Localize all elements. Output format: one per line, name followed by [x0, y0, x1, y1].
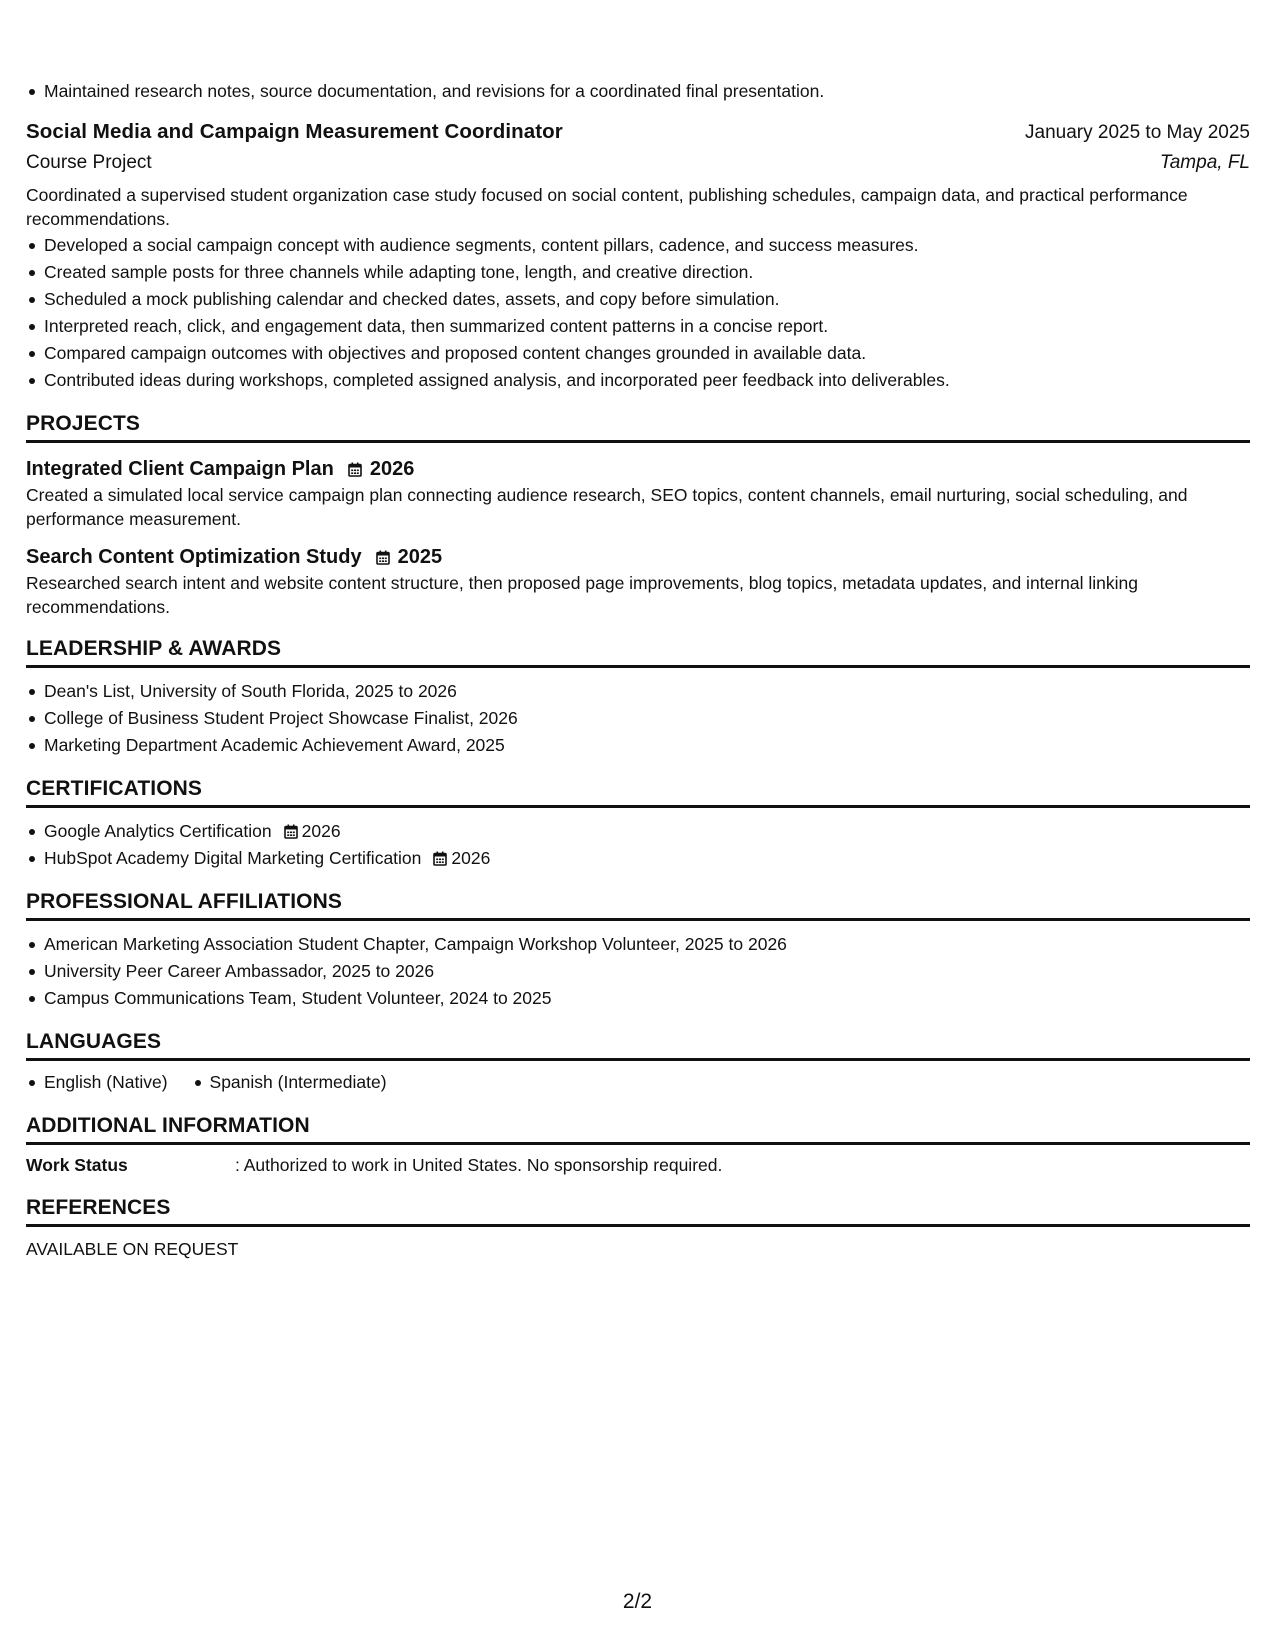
project-title: Search Content Optimization Study	[26, 546, 362, 568]
section-heading-affiliations: PROFESSIONAL AFFILIATIONS	[26, 888, 1250, 921]
list-item: Marketing Department Academic Achievement Award, 2025	[26, 732, 1250, 759]
list-item: Scheduled a mock publishing calendar and checked dates, assets, and copy before simulation.	[26, 286, 1250, 313]
list-item: English (Native)	[26, 1069, 168, 1096]
project-header	[26, 455, 1250, 483]
list-item: University Peer Career Ambassador, 2025 to 2026	[26, 958, 1250, 985]
job-subheader	[26, 149, 1250, 177]
section-heading-languages: LANGUAGES	[26, 1028, 1250, 1061]
job-summary: Coordinated a supervised student organization case study focused on social content, publishing schedules, campaign data, and practical performance recommendations.	[26, 185, 1188, 229]
list-item: Maintained research notes, source documentation, and revisions for a coordinated final presentation.	[26, 78, 1250, 105]
section-heading-additional: ADDITIONAL INFORMATION	[26, 1112, 1250, 1145]
list-item: College of Business Student Project Showcase Finalist, 2026	[26, 705, 1250, 732]
job-organization: Course Project	[26, 152, 152, 173]
project-description: Researched search intent and website content structure, then proposed page improvements, blog topics, metadata updates, and internal linking recommendations.	[26, 573, 1138, 617]
section-heading-leadership: LEADERSHIP & AWARDS	[26, 635, 1250, 668]
list-item	[26, 818, 1250, 845]
experience-entry	[26, 118, 1250, 394]
job-location: Tampa, FL	[1159, 152, 1250, 173]
work-status-value: : Authorized to work in United States. No sponsorship required.	[235, 1155, 723, 1175]
work-status-row	[26, 1152, 1250, 1178]
certifications-list	[26, 818, 1250, 872]
project-header	[26, 543, 1250, 571]
job-dates: January 2025 to May 2025	[1025, 122, 1250, 143]
list-item: Dean's List, University of South Florida, 2025 to 2026	[26, 678, 1250, 705]
resume-page	[26, 78, 1250, 1262]
section-heading-certifications: CERTIFICATIONS	[26, 775, 1250, 808]
list-item: Contributed ideas during workshops, completed assigned analysis, and incorporated peer feedback into deliverables.	[26, 367, 1250, 394]
list-item	[26, 845, 1250, 872]
page-number: 2/2	[622, 1590, 653, 1613]
calendar-icon	[284, 824, 298, 839]
project-year: 2025	[397, 546, 443, 568]
certification-year: 2026	[451, 848, 491, 868]
project-title: Integrated Client Campaign Plan	[26, 458, 334, 480]
languages-list	[26, 1069, 1250, 1096]
calendar-icon	[348, 462, 362, 477]
list-item: Developed a social campaign concept with audience segments, content pillars, cadence, and success measures.	[26, 232, 1250, 259]
certification-year: 2026	[301, 821, 341, 841]
job-header	[26, 118, 1250, 147]
list-item: Spanish (Intermediate)	[192, 1069, 387, 1096]
project-entry	[26, 455, 1250, 531]
list-item: Compared campaign outcomes with objectives and proposed content changes grounded in available data.	[26, 340, 1250, 367]
list-item: American Marketing Association Student Chapter, Campaign Workshop Volunteer, 2025 to 2026	[26, 931, 1250, 958]
calendar-icon	[376, 550, 390, 565]
calendar-icon	[433, 851, 447, 866]
list-item: Interpreted reach, click, and engagement data, then summarized content patterns in a concise report.	[26, 313, 1250, 340]
list-item: Campus Communications Team, Student Volunteer, 2024 to 2025	[26, 985, 1250, 1012]
certification-name: HubSpot Academy Digital Marketing Certification	[44, 848, 422, 868]
job-bullets	[26, 232, 1250, 394]
leadership-list	[26, 678, 1250, 759]
certification-name: Google Analytics Certification	[44, 821, 272, 841]
list-item: Created sample posts for three channels while adapting tone, length, and creative direction.	[26, 259, 1250, 286]
job-title: Social Media and Campaign Measurement Coordinator	[26, 120, 563, 143]
project-year: 2026	[369, 458, 415, 480]
project-description: Created a simulated local service campaign plan connecting audience research, SEO topics, content channels, email nurturing, social scheduling, and performance measurement.	[26, 485, 1188, 529]
section-heading-projects: PROJECTS	[26, 410, 1250, 443]
carry-over-bullets	[26, 78, 1250, 105]
work-status-label: Work Status	[26, 1155, 128, 1175]
project-entry	[26, 543, 1250, 619]
affiliations-list	[26, 931, 1250, 1012]
references-text: AVAILABLE ON REQUEST	[26, 1239, 239, 1259]
section-heading-references: REFERENCES	[26, 1194, 1250, 1227]
